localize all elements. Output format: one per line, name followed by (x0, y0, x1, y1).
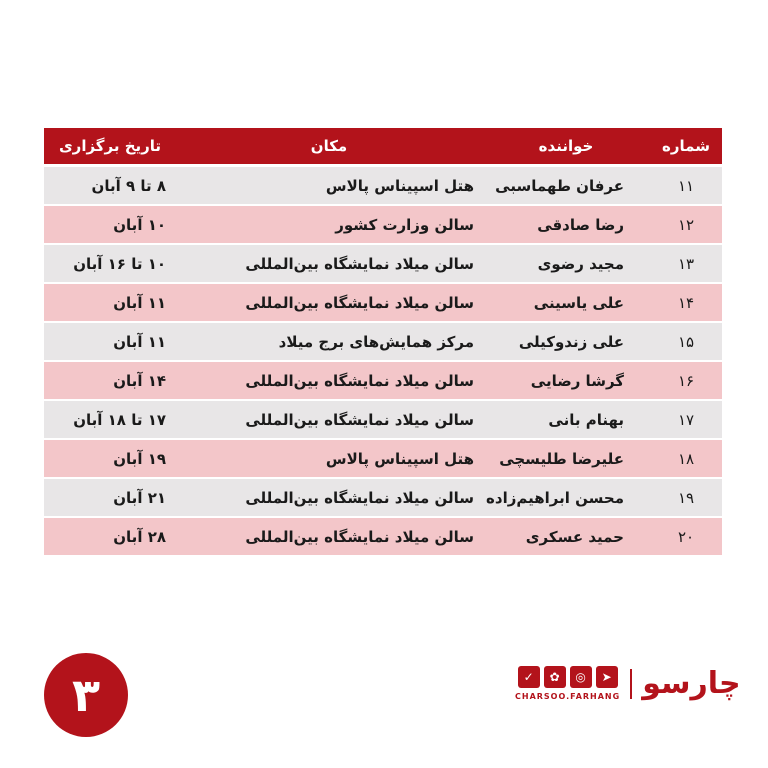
row-date: ۱۹ آبان (113, 449, 166, 468)
instagram-icon[interactable]: ◎ (570, 666, 592, 688)
row-date: ۱۷ تا ۱۸ آبان (73, 410, 166, 429)
row-singer: حمید عسکری (525, 527, 624, 546)
table-row (44, 362, 722, 399)
row-place: سالن میلاد نمایشگاه بین‌المللی (245, 527, 474, 546)
aparat-icon[interactable]: ✿ (544, 666, 566, 688)
row-date: ۲۱ آبان (113, 488, 166, 507)
concert-table (44, 128, 722, 557)
brand-logo: چارسو (642, 666, 741, 701)
table-row (44, 284, 722, 321)
row-singer: رضا صادقی (537, 215, 624, 234)
table-row (44, 440, 722, 477)
table-header-row (44, 128, 722, 164)
row-date: ۱۰ تا ۱۶ آبان (73, 254, 166, 273)
row-number: ۱۳ (677, 254, 695, 273)
row-singer: علی یاسینی (533, 293, 624, 312)
row-number: ۱۵ (677, 332, 695, 351)
row-singer: گرشا رضایی (530, 371, 624, 390)
row-place: سالن میلاد نمایشگاه بین‌المللی (245, 254, 474, 273)
row-singer: علیرضا طلیسچی (499, 449, 624, 468)
row-number: ۱۷ (677, 410, 695, 429)
header-date: تاریخ برگزاری (58, 137, 162, 155)
row-number: ۱۲ (677, 215, 695, 234)
table-row (44, 323, 722, 360)
page-number-badge: ۳ (44, 653, 128, 737)
check-icon[interactable]: ✓ (518, 666, 540, 688)
row-number: ۱۸ (677, 449, 695, 468)
table-row (44, 245, 722, 282)
table-row (44, 401, 722, 438)
row-number: ۱۶ (677, 371, 695, 390)
row-singer: عرفان طهماسبی (495, 176, 624, 195)
header-number: شماره (662, 137, 710, 155)
row-place: هتل اسپیناس پالاس (325, 176, 474, 195)
row-singer: بهنام بانی (548, 410, 624, 429)
footer-divider (630, 669, 632, 699)
row-number: ۱۱ (677, 176, 695, 195)
table-row (44, 518, 722, 555)
telegram-icon[interactable]: ➤ (596, 666, 618, 688)
row-date: ۱۱ آبان (113, 332, 166, 351)
row-number: ۱۹ (677, 488, 695, 507)
row-place: سالن میلاد نمایشگاه بین‌المللی (245, 410, 474, 429)
row-date: ۱۱ آبان (113, 293, 166, 312)
header-singer: خواننده (538, 137, 594, 155)
row-date: ۱۴ آبان (113, 371, 166, 390)
table-body (44, 167, 722, 555)
row-place: سالن وزارت کشور (335, 215, 474, 234)
table-row (44, 167, 722, 204)
row-place: سالن میلاد نمایشگاه بین‌المللی (245, 293, 474, 312)
social-links (515, 666, 620, 701)
row-place: مرکز همایش‌های برج میلاد (278, 332, 474, 351)
row-singer: محسن ابراهیم‌زاده (486, 488, 624, 507)
social-handle: CHARSOO.FARHANG (515, 692, 621, 701)
row-date: ۸ تا ۹ آبان (91, 176, 166, 195)
row-singer: علی زندوکیلی (518, 332, 624, 351)
row-number: ۲۰ (677, 527, 695, 546)
header-place: مکان (310, 137, 348, 155)
footer-branding (515, 666, 741, 701)
row-date: ۲۸ آبان (113, 527, 166, 546)
table-row (44, 479, 722, 516)
row-place: هتل اسپیناس پالاس (325, 449, 474, 468)
row-number: ۱۴ (677, 293, 695, 312)
row-place: سالن میلاد نمایشگاه بین‌المللی (245, 371, 474, 390)
row-date: ۱۰ آبان (113, 215, 166, 234)
row-singer: مجید رضوی (537, 254, 624, 273)
row-place: سالن میلاد نمایشگاه بین‌المللی (245, 488, 474, 507)
table-row (44, 206, 722, 243)
